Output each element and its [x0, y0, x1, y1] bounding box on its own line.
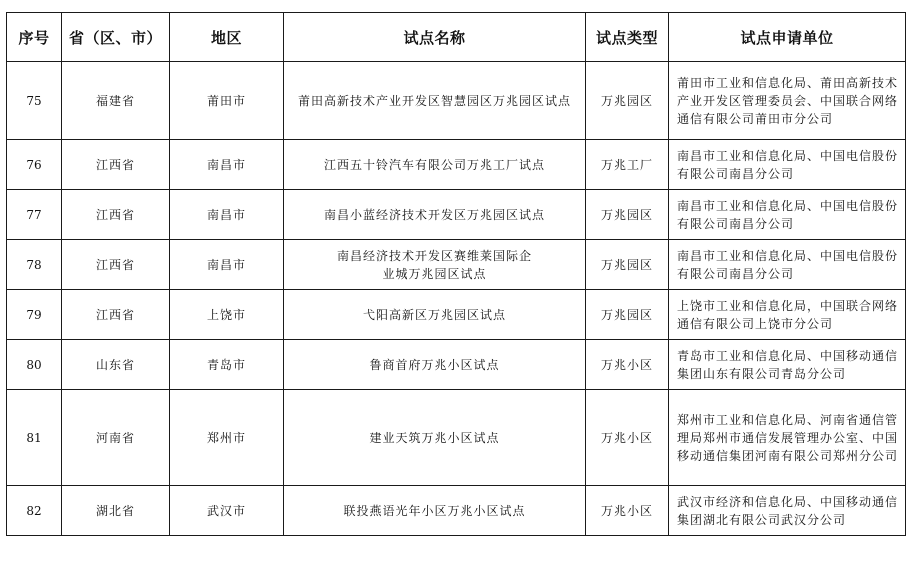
table-row: [7, 140, 906, 190]
cell-province: 江西省: [62, 140, 170, 190]
cell-index: 78: [7, 240, 62, 290]
cell-pilot-name: 联投燕语光年小区万兆小区试点: [284, 486, 586, 536]
cell-applicant-unit: 南昌市工业和信息化局、中国电信股份有限公司南昌分公司: [669, 140, 906, 190]
cell-applicant-unit: 南昌市工业和信息化局、中国电信股份有限公司南昌分公司: [669, 190, 906, 240]
cell-applicant-unit: 南昌市工业和信息化局、中国电信股份有限公司南昌分公司: [669, 240, 906, 290]
table-row: [7, 340, 906, 390]
cell-applicant-unit: 莆田市工业和信息化局、莆田高新技术产业开发区管理委员会、中国联合网络通信有限公司莆田市分公司: [669, 62, 906, 140]
cell-pilot-name: 建业天筑万兆小区试点: [284, 390, 586, 486]
cell-pilot-type: 万兆园区: [586, 190, 669, 240]
cell-province: 湖北省: [62, 486, 170, 536]
cell-applicant-unit: 郑州市工业和信息化局、河南省通信管理局郑州市通信发展管理办公室、中国移动通信集团河南有限公司郑州分公司: [669, 390, 906, 486]
header-index: 序号: [7, 13, 62, 62]
cell-region: 青岛市: [170, 340, 284, 390]
table-row: [7, 390, 906, 486]
cell-pilot-name: 鲁商首府万兆小区试点: [284, 340, 586, 390]
cell-province: 江西省: [62, 190, 170, 240]
cell-pilot-type: 万兆园区: [586, 290, 669, 340]
cell-applicant-unit: 武汉市经济和信息化局、中国移动通信集团湖北有限公司武汉分公司: [669, 486, 906, 536]
cell-applicant-unit: 青岛市工业和信息化局、中国移动通信集团山东有限公司青岛分公司: [669, 340, 906, 390]
cell-pilot-type: 万兆工厂: [586, 140, 669, 190]
cell-region: 南昌市: [170, 140, 284, 190]
cell-index: 75: [7, 62, 62, 140]
header-applicant-unit: 试点申请单位: [669, 13, 906, 62]
cell-index: 80: [7, 340, 62, 390]
cell-region: 南昌市: [170, 240, 284, 290]
table-header-row: [7, 13, 906, 62]
cell-pilot-type: 万兆小区: [586, 340, 669, 390]
cell-region: 南昌市: [170, 190, 284, 240]
cell-index: 79: [7, 290, 62, 340]
table-row: [7, 486, 906, 536]
cell-region: 武汉市: [170, 486, 284, 536]
cell-province: 江西省: [62, 290, 170, 340]
cell-province: 福建省: [62, 62, 170, 140]
pilot-list-table: [6, 12, 906, 536]
cell-pilot-type: 万兆园区: [586, 62, 669, 140]
cell-pilot-name: 弋阳高新区万兆园区试点: [284, 290, 586, 340]
cell-pilot-name: 江西五十铃汽车有限公司万兆工厂试点: [284, 140, 586, 190]
cell-pilot-type: 万兆小区: [586, 486, 669, 536]
cell-pilot-name: 莆田高新技术产业开发区智慧园区万兆园区试点: [284, 62, 586, 140]
header-pilot-type: 试点类型: [586, 13, 669, 62]
cell-applicant-unit: 上饶市工业和信息化局，中国联合网络通信有限公司上饶市分公司: [669, 290, 906, 340]
cell-province: 山东省: [62, 340, 170, 390]
cell-region: 郑州市: [170, 390, 284, 486]
cell-index: 81: [7, 390, 62, 486]
cell-region: 上饶市: [170, 290, 284, 340]
table-row: [7, 240, 906, 290]
table-row: [7, 190, 906, 240]
cell-pilot-name: 南昌小蓝经济技术开发区万兆园区试点: [284, 190, 586, 240]
header-province: 省（区、市）: [62, 13, 170, 62]
table-row: [7, 62, 906, 140]
cell-index: 76: [7, 140, 62, 190]
cell-region: 莆田市: [170, 62, 284, 140]
table-row: [7, 290, 906, 340]
header-pilot-name: 试点名称: [284, 13, 586, 62]
cell-pilot-type: 万兆园区: [586, 240, 669, 290]
cell-province: 江西省: [62, 240, 170, 290]
header-region: 地区: [170, 13, 284, 62]
cell-index: 82: [7, 486, 62, 536]
cell-index: 77: [7, 190, 62, 240]
cell-province: 河南省: [62, 390, 170, 486]
cell-pilot-type: 万兆小区: [586, 390, 669, 486]
cell-pilot-name: 南昌经济技术开发区赛维莱国际企业城万兆园区试点: [284, 240, 586, 290]
